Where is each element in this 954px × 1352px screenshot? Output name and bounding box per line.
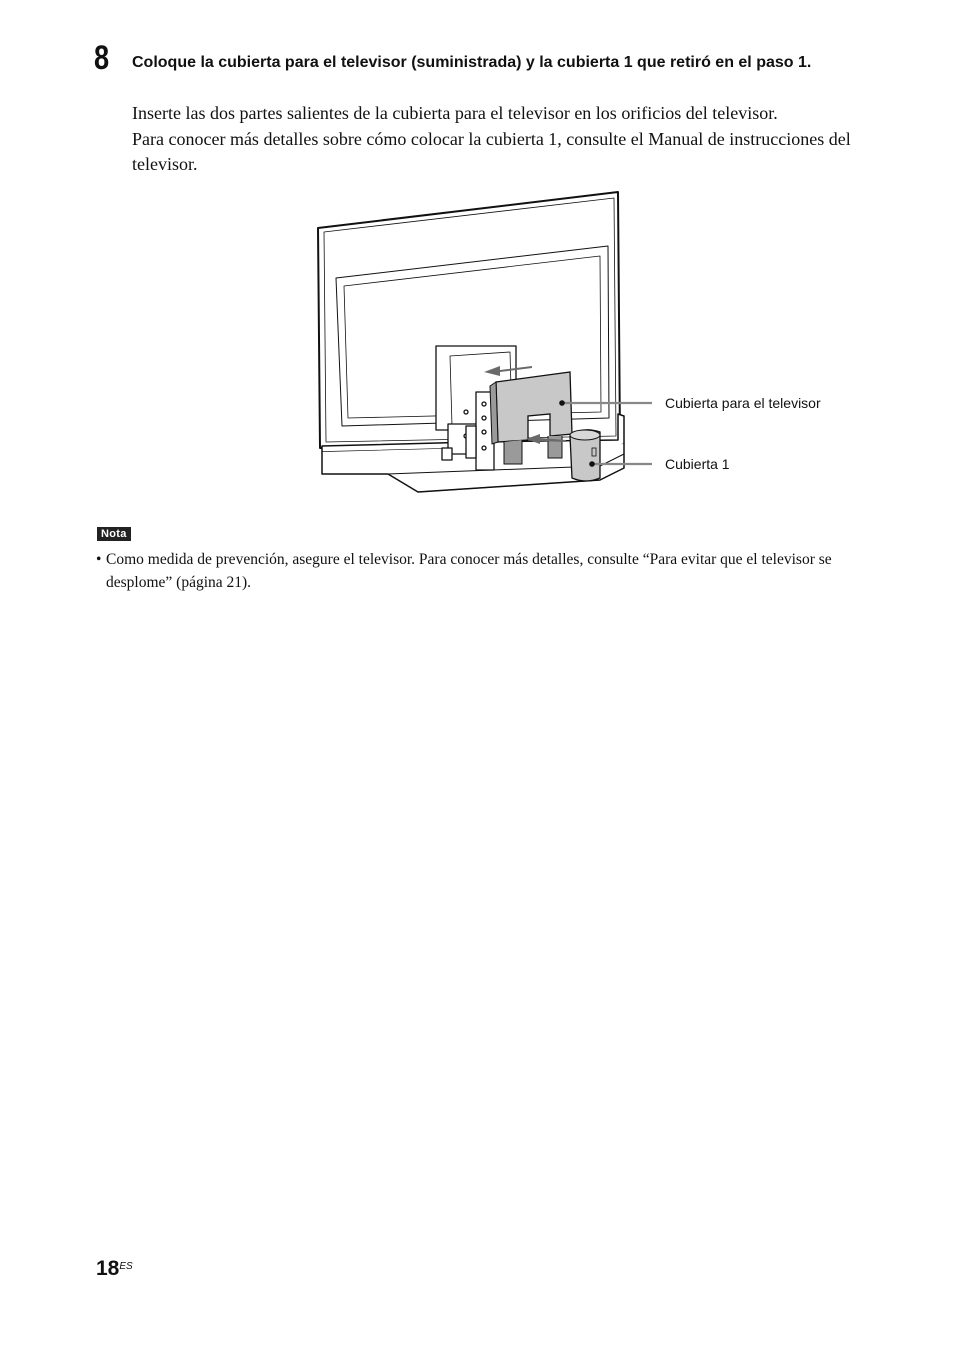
note-bullet: • (96, 551, 102, 568)
step-title: Coloque la cubierta para el televisor (suministrada) y la cubierta 1 que retiró en el paso 1. (132, 54, 812, 71)
note-item (96, 548, 886, 594)
tv-illustration-svg (300, 186, 860, 502)
page-language-suffix: ES (119, 1261, 133, 1272)
label-cover-1: Cubierta 1 (665, 456, 730, 472)
step-number: 8 (94, 39, 110, 77)
page-number-value: 18 (96, 1257, 120, 1280)
step-paragraph-2: Para conocer más detalles sobre cómo colocar la cubierta 1, consulte el Manual de instrucciones del televisor. (132, 129, 851, 174)
step-paragraph-1: Inserte las dos partes salientes de la cubierta para el televisor en los orificios del televisor. (132, 103, 778, 123)
note-text: Como medida de prevención, asegure el televisor. Para conocer más detalles, consulte “Para evitar que el televisor se desplome” (página 21). (106, 551, 832, 591)
page-number (96, 1256, 133, 1282)
label-tv-cover: Cubierta para el televisor (665, 395, 821, 411)
note-badge: Nota (97, 527, 131, 541)
tv-stand-illustration (300, 186, 860, 507)
